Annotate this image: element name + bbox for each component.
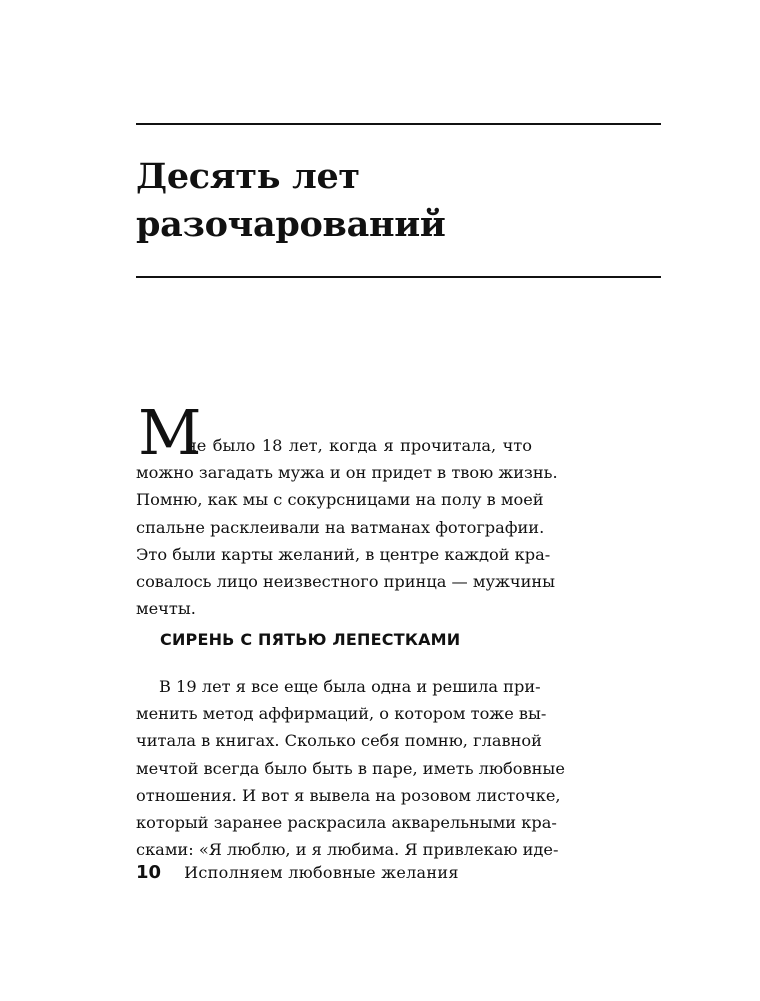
drop-cap: М — [138, 396, 202, 469]
intro-line: совалось лицо неизвестного принца — мужчины — [136, 571, 556, 591]
section-paragraph — [136, 673, 565, 863]
intro-line: Помню, как мы с сокурсницами на полу в моей — [136, 490, 544, 510]
intro-line: можно загадать мужа и он придет в твою жизнь. — [136, 463, 558, 483]
bottom-rule — [136, 276, 661, 278]
intro-paragraph — [136, 432, 558, 622]
intro-line: мечты. — [136, 599, 196, 619]
section-line: который заранее раскрасила акварельными кра- — [136, 812, 557, 832]
running-title: Исполняем любовные желания — [184, 863, 459, 882]
intro-line: спальне расклеивали на ватманах фотографии. — [136, 517, 545, 537]
chapter-title-line-1: Десять лет — [136, 156, 360, 197]
intro-line: не было 18 лет, когда я прочитала, что — [186, 436, 532, 455]
section-heading: СИРЕНЬ С ПЯТЬЮ ЛЕПЕСТКАМИ — [160, 630, 461, 649]
section-line: отношения. И вот я вывела на розовом листочке, — [136, 785, 561, 805]
section-line: В 19 лет я все еще была одна и решила при- — [159, 677, 541, 696]
section-line: мечтой всегда было быть в паре, иметь любовные — [136, 758, 565, 778]
page-footer — [136, 862, 459, 883]
chapter-title — [136, 153, 661, 249]
chapter-title-line-2: разочарований — [136, 204, 446, 245]
section-line: читала в книгах. Сколько себя помню, главной — [136, 731, 542, 751]
intro-line: Это были карты желаний, в центре каждой кра- — [136, 544, 551, 564]
top-rule — [136, 123, 661, 125]
page-number: 10 — [136, 862, 162, 883]
section-line: менить метод аффирмаций, о котором тоже вы- — [136, 704, 547, 724]
section-line: сками: «Я люблю, и я любима. Я привлекаю иде- — [136, 840, 559, 860]
